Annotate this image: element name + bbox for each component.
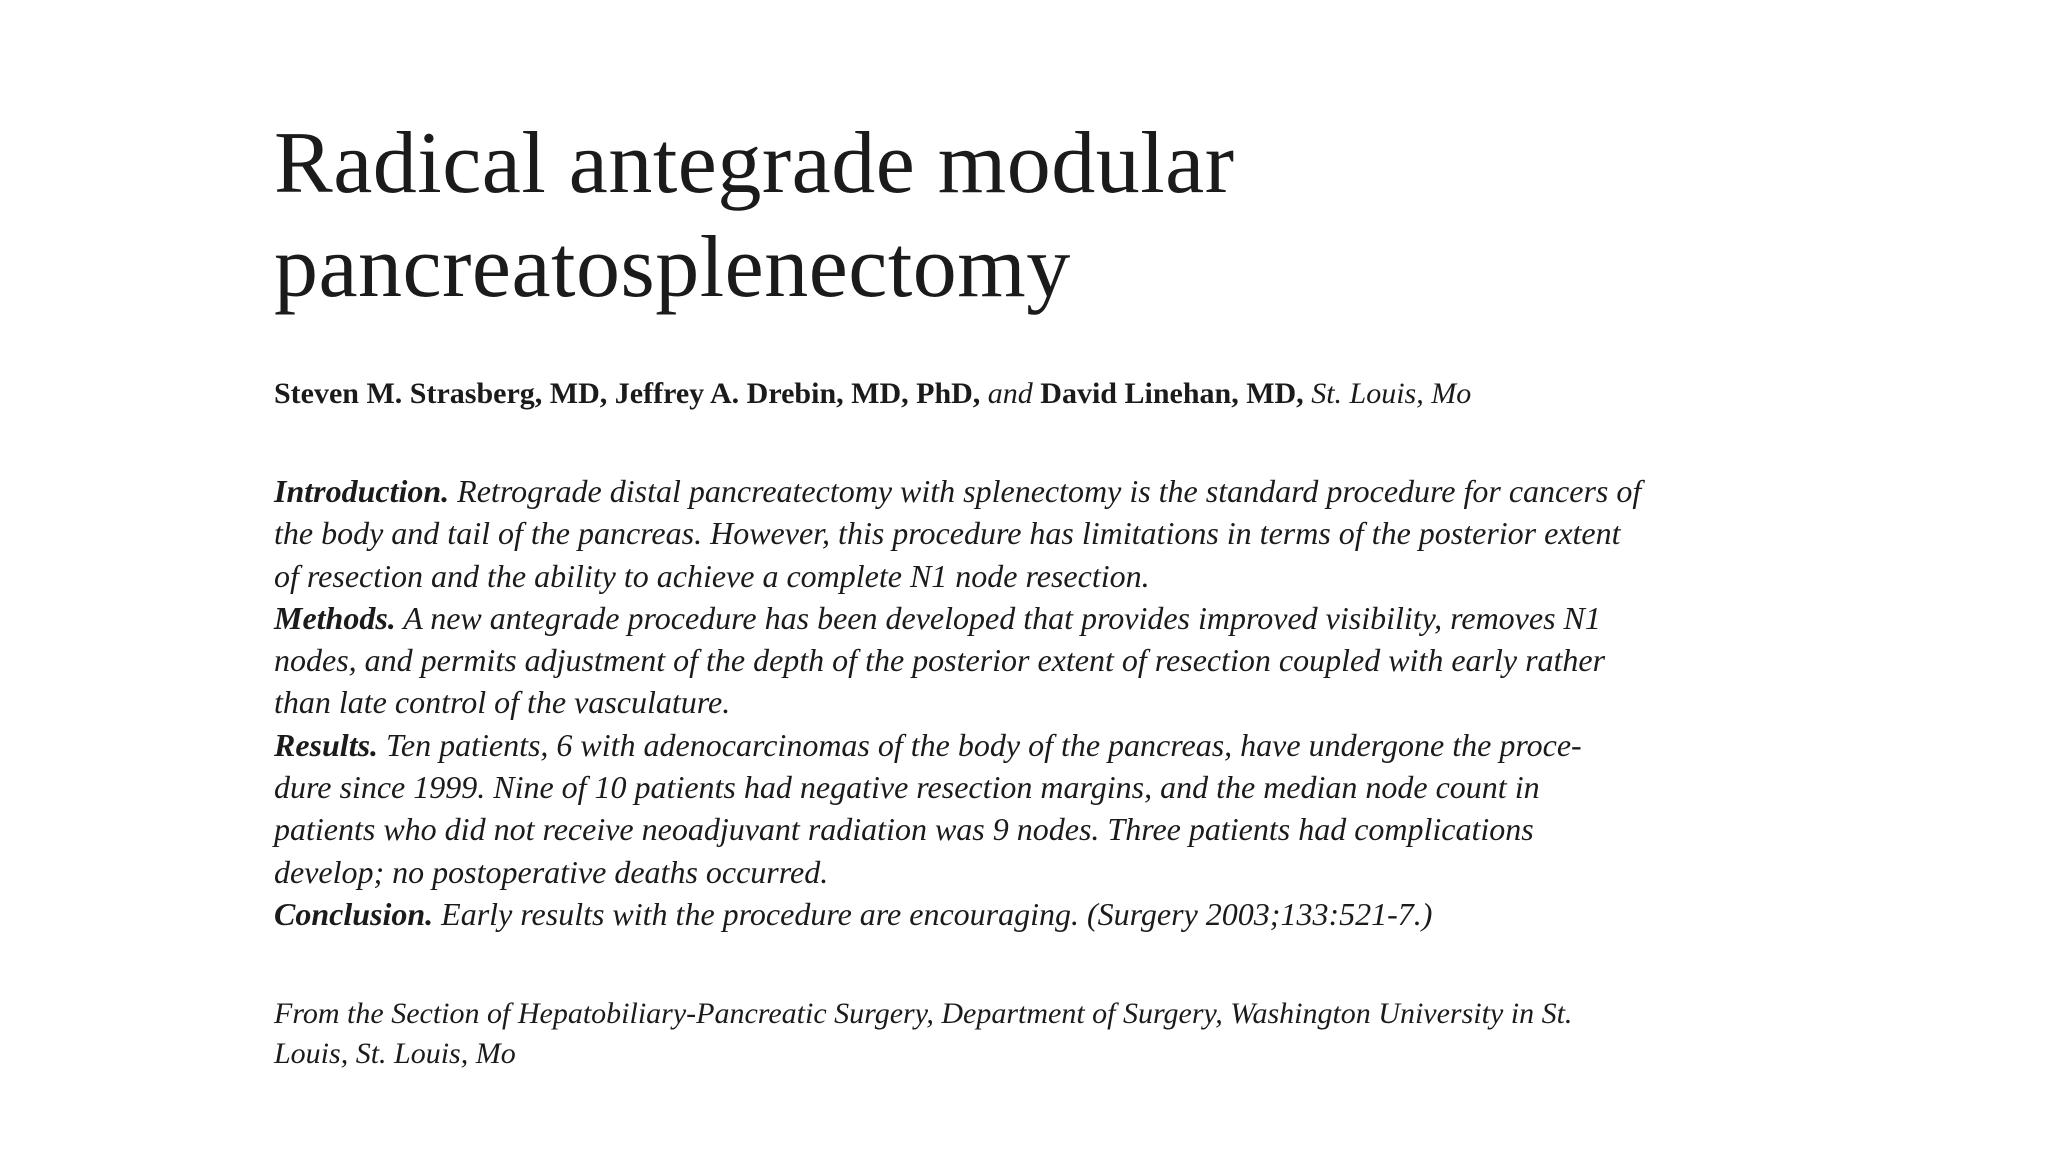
- abstract-introduction: [274, 470, 1814, 597]
- section-heading: Conclusion.: [274, 895, 434, 932]
- abstract-line: [274, 893, 1814, 935]
- affiliation-line: Louis, St. Louis, Mo: [274, 1037, 516, 1070]
- abstract-line: the body and tail of the pancreas. However, this procedure has limitations in terms of the posterior extent: [274, 515, 1621, 552]
- affiliation-line: From the Section of Hepatobiliary-Pancreatic Surgery, Department of Surgery, Washington University in St.: [274, 997, 1573, 1030]
- abstract-text: A new antegrade procedure has been developed that provides improved visibility, removes N1: [403, 599, 1601, 636]
- author-conjunction: and: [987, 377, 1033, 410]
- section-heading: Results.: [274, 726, 379, 763]
- section-heading: Methods.: [274, 599, 396, 636]
- section-heading: Introduction.: [274, 473, 450, 509]
- abstract-text: Retrograde distal pancreatectomy with splenectomy is the standard procedure for cancers of: [457, 473, 1642, 509]
- title-line: pancreatosplenectomy: [274, 219, 1071, 316]
- abstract-methods: [274, 597, 1814, 724]
- abstract-line: develop; no postoperative deaths occurred.: [274, 853, 829, 890]
- author-line: [274, 374, 1471, 414]
- affiliation: [274, 994, 1814, 1074]
- abstract-line: nodes, and permits adjustment of the depth of the posterior extent of resection coupled with early rather: [274, 642, 1606, 679]
- paper-page: [274, 0, 1814, 1152]
- abstract-line: [274, 470, 1814, 512]
- abstract-line: dure since 1999. Nine of 10 patients had negative resection margins, and the median node count in: [274, 769, 1540, 806]
- paper-title: [274, 112, 1235, 320]
- abstract-text: Ten patients, 6 with adenocarcinomas of the body of the pancreas, have undergone the proce-: [386, 726, 1582, 763]
- abstract-text: Early results with the procedure are encouraging. (Surgery 2003;133:521-7.): [441, 895, 1433, 932]
- abstract-line: [274, 724, 1814, 766]
- abstract-line: patients who did not receive neoadjuvant radiation was 9 nodes. Three patients had complications: [274, 811, 1534, 848]
- abstract-line: than late control of the vasculature.: [274, 684, 731, 721]
- author-name: David Linehan, MD,: [1040, 377, 1304, 410]
- abstract: [274, 470, 1814, 935]
- title-line: Radical antegrade modular: [274, 115, 1235, 212]
- abstract-results: [274, 724, 1814, 893]
- author-name: Steven M. Strasberg, MD,: [274, 377, 608, 410]
- author-location: St. Louis, Mo: [1311, 377, 1472, 410]
- author-name: Jeffrey A. Drebin, MD, PhD,: [614, 377, 981, 410]
- abstract-line: [274, 597, 1814, 639]
- abstract-line: of resection and the ability to achieve a complete N1 node resection.: [274, 557, 1150, 594]
- abstract-conclusion: [274, 893, 1814, 935]
